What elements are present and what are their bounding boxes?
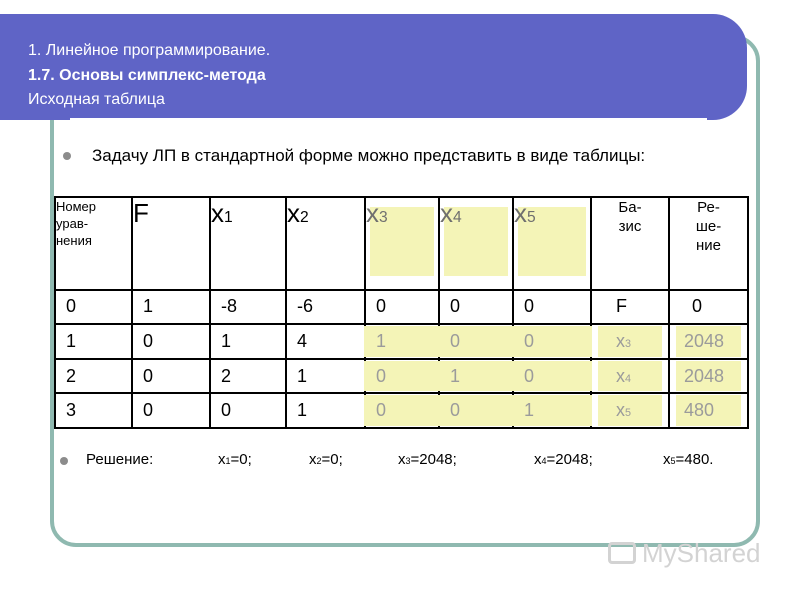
cell-f: 0 — [132, 324, 210, 359]
cell-x1: 2 — [210, 359, 286, 394]
bullet-icon — [60, 457, 68, 465]
cell-x3: 0 — [365, 393, 439, 428]
cell-solution: 0 — [669, 290, 748, 325]
cell-x5: 1 — [513, 393, 591, 428]
cell-f: 0 — [132, 359, 210, 394]
cell-eq: 0 — [55, 290, 132, 325]
cell-x5: 0 — [513, 324, 591, 359]
solution-x1: $x_1=0$; — [218, 451, 252, 468]
cell-basis: $x_4$ — [591, 359, 669, 394]
cell-x3: 0 — [365, 359, 439, 394]
cell-x4: 0 — [439, 290, 513, 325]
cell-eq: 2 — [55, 359, 132, 394]
header-x5: $x_5$ — [513, 197, 591, 290]
cell-solution: 480 — [669, 393, 748, 428]
cell-f: 0 — [132, 393, 210, 428]
header-subtitle: Исходная таблица — [28, 91, 165, 108]
watermark-text: MyShared — [642, 538, 761, 568]
table-header-row — [55, 197, 748, 290]
cell-x5: 0 — [513, 290, 591, 325]
header-equation-number: Номер урав- нения — [55, 197, 132, 290]
solution-x5: $x_5=480$. — [663, 451, 714, 468]
simplex-table — [54, 196, 749, 429]
cell-x2: 1 — [286, 393, 365, 428]
header-x2: $x_2$ — [286, 197, 365, 290]
slide-header — [0, 14, 747, 120]
cell-x3: 0 — [365, 290, 439, 325]
header-x1: $x_1$ — [210, 197, 286, 290]
cell-basis: $x_5$ — [591, 393, 669, 428]
cell-x5: 0 — [513, 359, 591, 394]
cell-x1: 1 — [210, 324, 286, 359]
table-row — [55, 290, 748, 325]
header-divider — [70, 118, 707, 121]
header-x3: $x_3$ — [365, 197, 439, 290]
cell-solution: 2048 — [669, 359, 748, 394]
header-x4: $x_4$ — [439, 197, 513, 290]
cell-f: 1 — [132, 290, 210, 325]
cell-x1: -8 — [210, 290, 286, 325]
cell-x2: 1 — [286, 359, 365, 394]
cell-solution: 2048 — [669, 324, 748, 359]
cell-x4: 0 — [439, 393, 513, 428]
header-f: F — [132, 197, 210, 290]
watermark-icon — [608, 542, 636, 564]
header-solution: Ре- ше- ние — [669, 197, 748, 290]
cell-x4: 0 — [439, 324, 513, 359]
header-chapter: 1. Линейное программирование. — [28, 42, 271, 59]
table-row — [55, 393, 748, 428]
solution-x4: $x_4=2048$; — [534, 451, 593, 468]
table-row — [55, 324, 748, 359]
cell-eq: 3 — [55, 393, 132, 428]
cell-basis: F — [591, 290, 669, 325]
cell-x2: -6 — [286, 290, 365, 325]
cell-basis: $x_3$ — [591, 324, 669, 359]
table-row — [55, 359, 748, 394]
solution-label: Решение: — [86, 451, 154, 468]
header-basis: Ба- зис — [591, 197, 669, 290]
cell-x2: 4 — [286, 324, 365, 359]
bullet-icon — [63, 152, 71, 160]
solution-x3: $x_3=2048$; — [398, 451, 457, 468]
cell-x1: 0 — [210, 393, 286, 428]
intro-text: Задачу ЛП в стандартной форме можно представить в виде таблицы: — [92, 146, 646, 165]
cell-x3: 1 — [365, 324, 439, 359]
cell-x4: 1 — [439, 359, 513, 394]
cell-eq: 1 — [55, 324, 132, 359]
header-section: 1.7. Основы симплекс-метода — [28, 67, 266, 84]
solution-x2: $x_2=0$; — [309, 451, 343, 468]
